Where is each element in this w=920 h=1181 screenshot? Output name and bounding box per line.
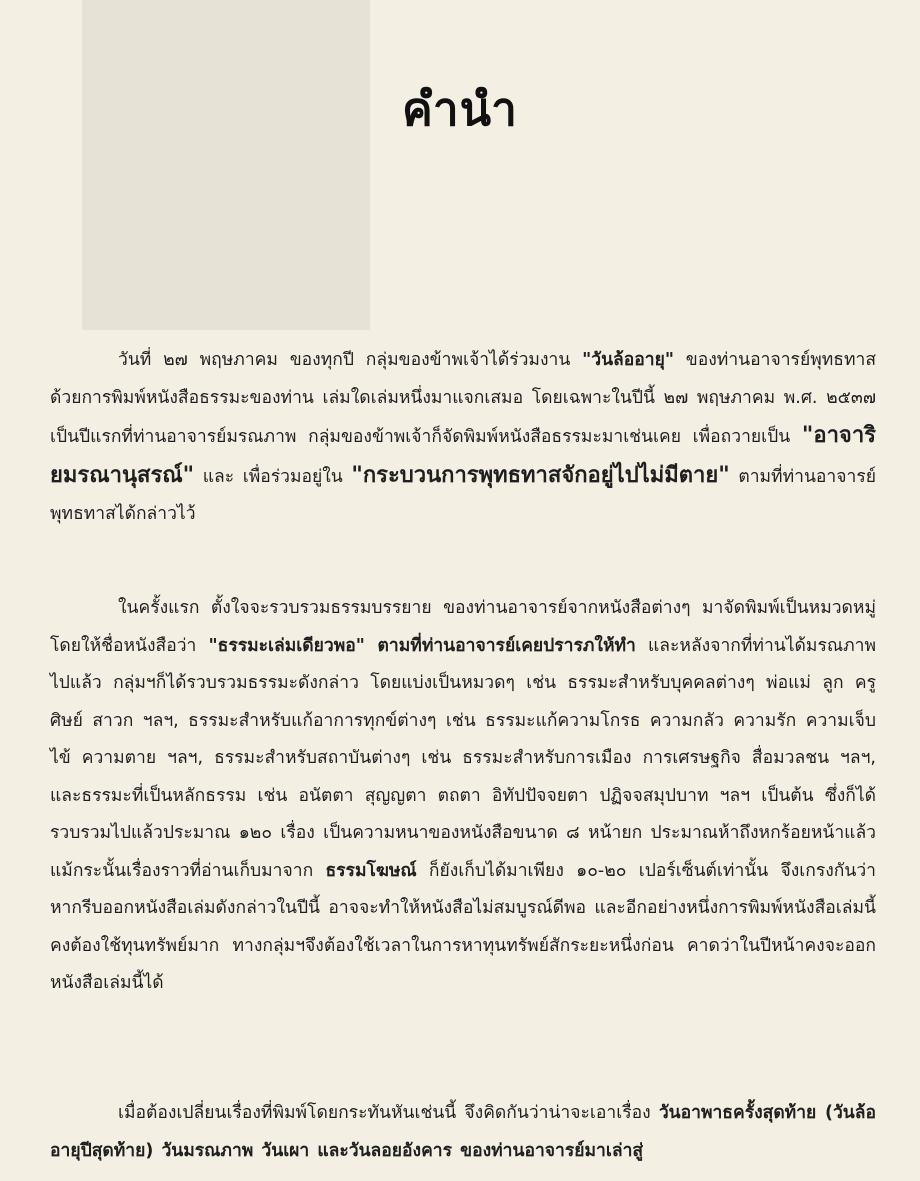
text-run: วันที่ ๒๗ พฤษภาคม ของทุกปี กลุ่มของข้าพเจ้าได้ร่วมงาน [118,350,583,370]
paragraph [50,342,876,534]
page-title: คำนำ [402,81,518,136]
body-paragraph-2 [50,590,876,1003]
text-run: และ เพื่อร่วมอยู่ใน [194,466,352,487]
faint-print-block [82,0,370,330]
body-paragraph-3 [50,1095,876,1170]
text-run: และหลังจากที่ท่านได้มรณภาพไปแล้ว กลุ่มฯก็ได้รวบรวมธรรมะดังกล่าว โดยแบ่งเป็นหมวดๆ เช่น ธรรมะสำหรับบุคคลต่างๆ พ่อแม่ ลูก ครู ศิษย์ สาวก ฯลฯ, ธรรมะสำหรับแก้อาการทุกข์ต่างๆ เช่น ธรรมะแก้ความโกรธ ความกลัว ความรัก ความเจ็บไข้ ความตาย ฯลฯ, ธรรมะสำหรับสถาบันต่างๆ เช่น ธรรมะสำหรับการเมือง การเศรษฐกิจ สื่อมวลชน ฯลฯ, และธรรมะที่เป็นหลักธรรม เช่น อนัตตา สุญญตา ตถตา อิทัปปัจจยตา ปฏิจจสมุปบาท ฯลฯ เป็นต้น ซึ่งก็ได้รวบรวมไปแล้วประมาณ ๑๒๐ เรื่อง เป็นความหนาของหนังสือขนาด ๘ หน้ายก ประมาณห้าถึงหกร้อยหน้าแล้ว แม้กระนั้นเรื่องราวที่อ่านเก็บมาจาก [50,635,876,881]
bold-phrase: ธรรมโฆษณ์ [325,860,417,881]
emphasis-phrase: "กระบวนการพุทธทาสจักอยู่ไปไม่มีตาย" [351,462,730,488]
emphasis-phrase: "อาจาริยมรณานุสรณ์" [50,423,876,488]
bold-phrase: วันอาพาธครั้งสุดท้าย (วันล้ออายุปีสุดท้าย) วันมรณภาพ วันเผา และวันลอยอังคาร ของท่านอาจารย์มาเล่าสู่ [50,1103,876,1161]
text-run: ตามที่ท่านอาจารย์พุทธทาสได้กล่าวไว้ [50,466,876,524]
bold-phrase: "ธรรมะเล่มเดียวพอ" ตามที่ท่านอาจารย์เคยปรารภให้ทำ [208,635,636,656]
paragraph [50,1095,876,1170]
text-run: ของท่านอาจารย์พุทธทาส ด้วยการพิมพ์หนังสือธรรมะของท่าน เล่มใดเล่มหนึ่งมาแจกเสมอ โดยเฉพาะในปีนี้ ๒๗ พฤษภาคม พ.ศ. ๒๕๓๗ เป็นปีแรกที่ท่านอาจารย์มรณภาพ กลุ่มของข้าพเจ้าก็จัดพิมพ์หนังสือธรรมะมาเช่นเคย เพื่อถวายเป็น [50,350,877,447]
text-run: ในครั้งแรก ตั้งใจจะรวบรวมธรรมบรรยาย ของท่านอาจารย์จากหนังสือต่างๆ มาจัดพิมพ์เป็นหมวดหมู่ โดยให้ชื่อหนังสือว่า [50,598,876,656]
paragraph [50,590,876,1003]
text-run: เมื่อต้องเปลี่ยนเรื่องที่พิมพ์โดยกระทันหันเช่นนี้ จึงคิดกันว่าน่าจะเอาเรื่อง [118,1103,659,1123]
bold-phrase: "วันล้ออายุ" [582,350,674,370]
text-run: ก็ยังเก็บได้มาเพียง ๑๐-๒๐ เปอร์เซ็นต์เท่านั้น จึงเกรงกันว่า หากรีบออกหนังสือเล่มดังกล่าวในปีนี้ อาจจะทำให้หนังสือไม่สมบูรณ์ดีพอ และอีกอย่างหนึ่งการพิมพ์หนังสือเล่มนี้ คงต้องใช้ทุนทรัพย์มาก ทางกลุ่มฯจึงต้องใช้เวลาในการหาทุนทรัพย์สักระยะหนึ่งก่อน คาดว่าในปีหน้าคงจะออกหนังสือเล่มนี้ได้ [50,860,877,993]
body-paragraph-1 [50,342,876,534]
